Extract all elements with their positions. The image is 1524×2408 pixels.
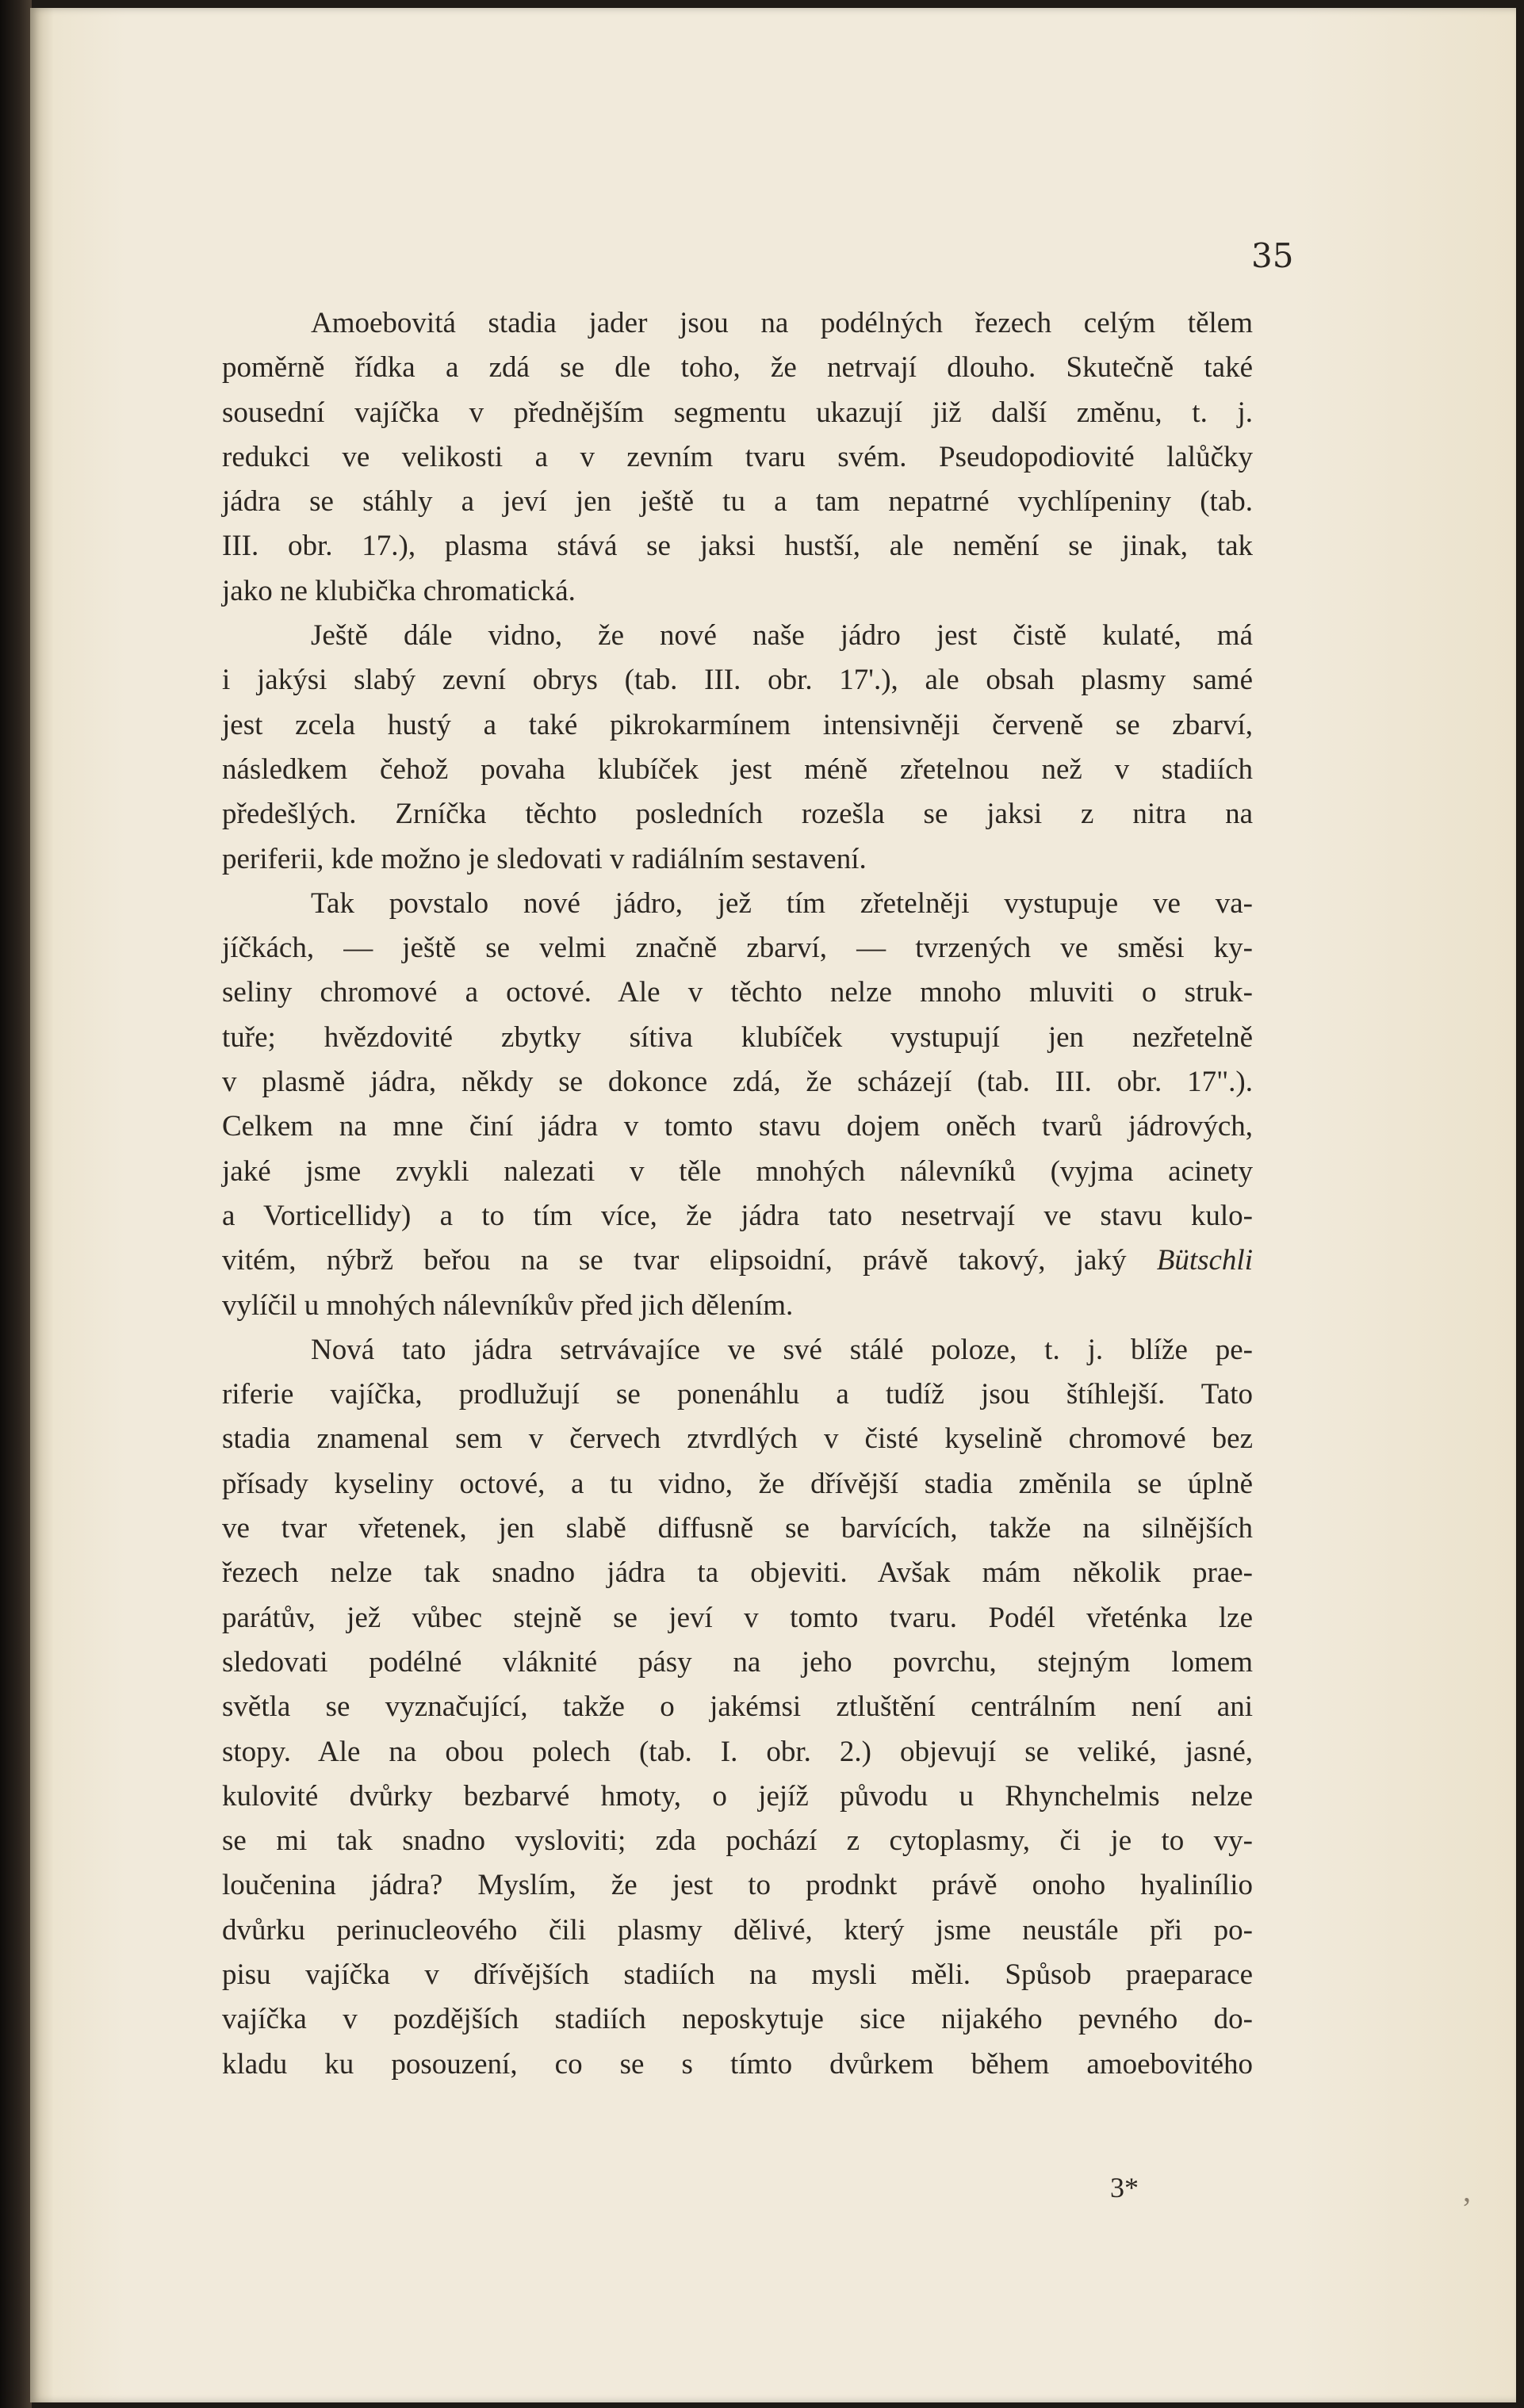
text-line: tuře; hvězdovité zbytky sítiva klubíček vystupují jen nezřetelně — [222, 1020, 1253, 1054]
text-line: přísady kyseliny octové, a tu vidno, že dřívější stadia změnila se úplně — [222, 1467, 1253, 1500]
text-line: předešlých. Zrníčka těchto posledních rozešla se jaksi z nitra na — [222, 798, 1253, 831]
text-line: jako ne klubička chromatická. — [222, 574, 576, 607]
author-name-butschli: Bütschli — [1156, 1244, 1253, 1277]
text-line-start: vitém, nýbrž beřou na se tvar elipsoidní, právě takový, jaký — [222, 1244, 1157, 1277]
text-line: jaké jsme zvykli nalezati v těle mnohých nálevníků (vyjma acinety — [222, 1154, 1253, 1188]
text-line: vajíčka v pozdějších stadiích neposkytuje sice nijakého pevného do- — [222, 2003, 1253, 2036]
text-line: vylíčil u mnohých nálevníkův před jich dělením. — [222, 1288, 794, 1322]
text-line: poměrně řídka a zdá se dle toho, že netrvají dlouho. Skutečně také — [222, 351, 1253, 385]
text-line: se mi tak snadno vysloviti; zda pochází z cytoplasmy, či je to vy- — [222, 1824, 1253, 1858]
text-line: jádra se stáhly a jeví jen ještě tu a tam nepatrné vychlípeniny (tab. — [222, 485, 1253, 519]
text-line: sousední vajíčka v přednějším segmentu ukazují již další změnu, t. j. — [222, 396, 1253, 429]
text-line: kulovité dvůrky bezbarvé hmoty, o jejíž původu u Rhynchelmis nelze — [222, 1779, 1253, 1813]
text-line: Amoebovitá stadia jader jsou na podélných řezech celým tělem — [311, 307, 1253, 339]
page-number: 35 — [1251, 236, 1294, 275]
text-line: ve tvar vřetenek, jen slabě diffusně se barvících, takže na silnějších — [222, 1512, 1253, 1545]
text-line: jest zcela hustý a také pikrokarmínem intensivněji červeně se zbarví, — [222, 708, 1253, 741]
text-line: redukci ve velikosti a v zevním tvaru svém. Pseudopodiovité lalůčky — [222, 440, 1253, 473]
text-line: loučenina jádra? Myslím, že jest to prodnkt právě onoho hyalinílio — [222, 1869, 1253, 1902]
text-line: jíčkách, — ještě se velmi značně zbarví, — tvrzených ve směsi ky- — [222, 932, 1253, 965]
text-line: dvůrku perinucleového čili plasmy dělivé, který jsme neustále při po- — [222, 1913, 1253, 1947]
text-line: v plasmě jádra, někdy se dokonce zdá, že scházejí (tab. III. obr. 17".). — [222, 1066, 1253, 1099]
text-line: následkem čehož povaha klubíček jest méně zřetelnou než v stadiích — [222, 752, 1253, 786]
text-line: seliny chromové a octové. Ale v těchto nelze mnoho mluviti o struk- — [222, 976, 1253, 1009]
text-line: i jakýsi slabý zevní obrys (tab. III. obr. 17'.), ale obsah plasmy samé — [222, 664, 1253, 697]
text-line: Tak povstalo nové jádro, jež tím zřetelněji vystupuje ve va- — [311, 886, 1253, 920]
text-line: parátův, jež vůbec stejně se jeví v tomto tvaru. Podél vřeténka lze — [222, 1601, 1253, 1634]
text-line: riferie vajíčka, prodlužují se ponenáhlu a tudíž jsou štíhlejší. Tato — [222, 1378, 1253, 1411]
text-line: stopy. Ale na obou polech (tab. I. obr. 2.) objevují se veliké, jasné, — [222, 1735, 1253, 1768]
text-line: sledovati podélné vláknité pásy na jeho povrchu, stejným lomem — [222, 1645, 1253, 1679]
text-line: stadia znamenal sem v červech ztvrdlých v čisté kyselině chromové bez — [222, 1422, 1253, 1456]
paper-mark: ʼ — [1461, 2191, 1472, 2226]
text-line: Nová tato jádra setrvávajíce ve své stálé poloze, t. j. blíže pe- — [311, 1333, 1253, 1366]
text-line: Ještě dále vidno, že nové naše jádro jest čistě kulaté, má — [311, 619, 1253, 653]
text-line: pisu vajíčka v dřívějších stadiích na mysli měli. Spůsob praeparace — [222, 1958, 1253, 1991]
text-line-with-name — [222, 1238, 1253, 1283]
text-line: kladu ku posouzení, co se s tímto dvůrkem během amoebovitého — [222, 2047, 1253, 2081]
text-line: a Vorticellidy) a to tím více, že jádra tato nesetrvají ve stavu kulo- — [222, 1199, 1253, 1232]
text-line: světla se vyznačující, takže o jakémsi ztluštění centrálním není ani — [222, 1690, 1253, 1724]
signature-mark: 3* — [1110, 2172, 1139, 2203]
book-binding-edge — [0, 0, 32, 2408]
text-line: periferii, kde možno je sledovati v radiálním sestavení. — [222, 842, 867, 875]
text-line: Celkem na mne činí jádra v tomto stavu dojem oněch tvarů jádrových, — [222, 1110, 1253, 1143]
text-line: III. obr. 17.), plasma stává se jaksi hustší, ale nemění se jinak, tak — [222, 530, 1253, 563]
text-line: řezech nelze tak snadno jádra ta objeviti. Avšak mám několik prae- — [222, 1556, 1253, 1590]
body-text — [222, 301, 1253, 2087]
